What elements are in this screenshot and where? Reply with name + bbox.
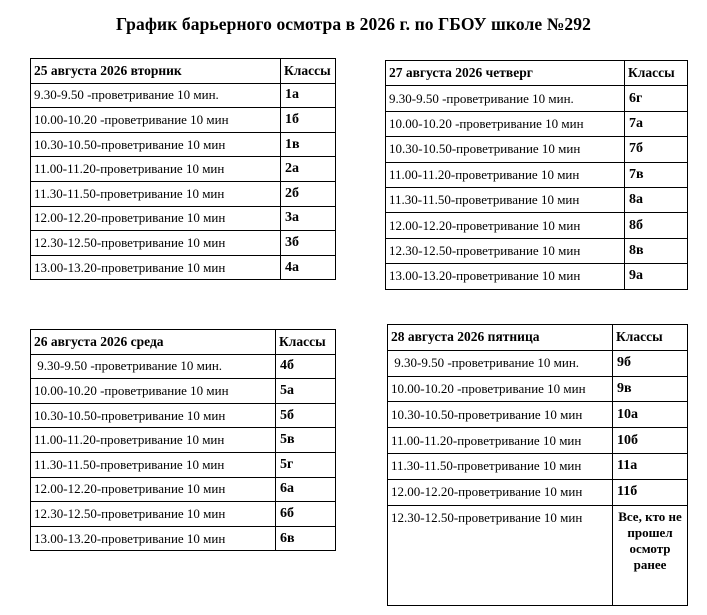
time-cell: 12.00-12.20-проветривание 10 мин bbox=[388, 479, 613, 505]
time-cell: 9.30-9.50 -проветривание 10 мин. bbox=[386, 86, 625, 111]
time-cell: 11.30-11.50-проветривание 10 мин bbox=[31, 452, 276, 477]
class-cell: 10а bbox=[613, 402, 688, 428]
table-row bbox=[388, 479, 688, 505]
date-header: 25 августа 2026 вторник bbox=[31, 59, 281, 84]
table-row bbox=[388, 505, 688, 605]
table-row bbox=[386, 86, 688, 111]
class-cell: 3б bbox=[281, 231, 336, 256]
class-cell: 3а bbox=[281, 206, 336, 231]
time-cell: 11.00-11.20-проветривание 10 мин bbox=[31, 428, 276, 453]
class-cell: 1а bbox=[281, 83, 336, 108]
classes-header: Классы bbox=[276, 330, 336, 355]
time-cell: 10.30-10.50-проветривание 10 мин bbox=[31, 403, 276, 428]
table-row bbox=[31, 379, 336, 404]
class-note-cell: Все, кто не прошел осмотр ранее bbox=[613, 505, 688, 605]
table-row bbox=[386, 162, 688, 187]
time-cell: 11.00-11.20-проветривание 10 мин bbox=[388, 428, 613, 454]
schedule-table-friday bbox=[387, 324, 688, 606]
page-title: График барьерного осмотра в 2026 г. по ГБОУ школе №292 bbox=[116, 14, 591, 34]
table-row bbox=[31, 428, 336, 453]
class-cell: 5г bbox=[276, 452, 336, 477]
date-header: 27 августа 2026 четверг bbox=[386, 61, 625, 86]
table-row bbox=[386, 137, 688, 162]
class-cell: 7в bbox=[625, 162, 688, 187]
class-cell: 9а bbox=[625, 264, 688, 289]
table-row bbox=[386, 238, 688, 263]
table-row bbox=[31, 403, 336, 428]
table-row bbox=[388, 402, 688, 428]
table-row bbox=[31, 157, 336, 182]
table-header-row bbox=[31, 59, 336, 84]
table-row bbox=[31, 108, 336, 133]
table-row bbox=[31, 206, 336, 231]
time-cell: 11.00-11.20-проветривание 10 мин bbox=[31, 157, 281, 182]
table-row bbox=[388, 453, 688, 479]
class-cell: 5а bbox=[276, 379, 336, 404]
class-cell: 10б bbox=[613, 428, 688, 454]
class-cell: 6б bbox=[276, 502, 336, 527]
table-header-row bbox=[386, 61, 688, 86]
classes-header: Классы bbox=[625, 61, 688, 86]
time-cell: 9.30-9.50 -проветривание 10 мин. bbox=[31, 354, 276, 379]
table-header-row bbox=[31, 330, 336, 355]
time-cell: 9.30-9.50 -проветривание 10 мин. bbox=[388, 350, 613, 376]
time-cell: 12.30-12.50-проветривание 10 мин bbox=[386, 238, 625, 263]
time-cell: 10.00-10.20 -проветривание 10 мин bbox=[386, 111, 625, 136]
class-cell: 9в bbox=[613, 376, 688, 402]
time-cell: 10.00-10.20 -проветривание 10 мин bbox=[31, 379, 276, 404]
table-row bbox=[31, 255, 336, 280]
class-cell: 1б bbox=[281, 108, 336, 133]
table-row bbox=[388, 376, 688, 402]
table-row bbox=[31, 181, 336, 206]
class-cell: 8в bbox=[625, 238, 688, 263]
time-cell: 12.00-12.20-проветривание 10 мин bbox=[31, 206, 281, 231]
time-cell: 12.00-12.20-проветривание 10 мин bbox=[386, 213, 625, 238]
time-cell: 11.30-11.50-проветривание 10 мин bbox=[31, 181, 281, 206]
class-cell: 6а bbox=[276, 477, 336, 502]
class-cell: 7а bbox=[625, 111, 688, 136]
class-cell: 4а bbox=[281, 255, 336, 280]
table-row bbox=[31, 526, 336, 551]
time-cell: 11.30-11.50-проветривание 10 мин bbox=[388, 453, 613, 479]
schedule-table-tuesday bbox=[30, 58, 336, 280]
schedule-table-wednesday bbox=[30, 329, 336, 551]
time-cell: 10.30-10.50-проветривание 10 мин bbox=[31, 132, 281, 157]
table-row bbox=[31, 452, 336, 477]
class-cell: 5в bbox=[276, 428, 336, 453]
table-row bbox=[31, 231, 336, 256]
time-cell: 12.30-12.50-проветривание 10 мин bbox=[31, 502, 276, 527]
time-cell: 10.30-10.50-проветривание 10 мин bbox=[386, 137, 625, 162]
date-header: 26 августа 2026 среда bbox=[31, 330, 276, 355]
table-row bbox=[388, 428, 688, 454]
class-cell: 1в bbox=[281, 132, 336, 157]
class-cell: 9б bbox=[613, 350, 688, 376]
table-row bbox=[386, 187, 688, 212]
time-cell: 12.30-12.50-проветривание 10 мин bbox=[31, 231, 281, 256]
table-header-row bbox=[388, 325, 688, 351]
date-header: 28 августа 2026 пятница bbox=[388, 325, 613, 351]
time-cell: 10.00-10.20 -проветривание 10 мин bbox=[31, 108, 281, 133]
class-cell: 4б bbox=[276, 354, 336, 379]
class-cell: 6в bbox=[276, 526, 336, 551]
table-row bbox=[31, 83, 336, 108]
table-row bbox=[388, 350, 688, 376]
table-row bbox=[31, 132, 336, 157]
time-cell: 9.30-9.50 -проветривание 10 мин. bbox=[31, 83, 281, 108]
table-row bbox=[31, 502, 336, 527]
classes-header: Классы bbox=[613, 325, 688, 351]
table-row bbox=[386, 213, 688, 238]
class-cell: 5б bbox=[276, 403, 336, 428]
table-row bbox=[31, 477, 336, 502]
time-cell: 10.00-10.20 -проветривание 10 мин bbox=[388, 376, 613, 402]
time-cell: 13.00-13.20-проветривание 10 мин bbox=[31, 526, 276, 551]
time-cell: 13.00-13.20-проветривание 10 мин bbox=[31, 255, 281, 280]
class-cell: 8б bbox=[625, 213, 688, 238]
table-row bbox=[386, 264, 688, 289]
class-cell: 2а bbox=[281, 157, 336, 182]
table-row bbox=[31, 354, 336, 379]
schedule-table-thursday bbox=[385, 60, 688, 290]
time-cell: 11.30-11.50-проветривание 10 мин bbox=[386, 187, 625, 212]
class-cell: 8а bbox=[625, 187, 688, 212]
class-cell: 11б bbox=[613, 479, 688, 505]
time-cell: 12.00-12.20-проветривание 10 мин bbox=[31, 477, 276, 502]
class-cell: 11а bbox=[613, 453, 688, 479]
class-cell: 6г bbox=[625, 86, 688, 111]
table-row bbox=[386, 111, 688, 136]
time-cell: 13.00-13.20-проветривание 10 мин bbox=[386, 264, 625, 289]
class-cell: 2б bbox=[281, 181, 336, 206]
time-cell: 12.30-12.50-проветривание 10 мин bbox=[388, 505, 613, 605]
time-cell: 10.30-10.50-проветривание 10 мин bbox=[388, 402, 613, 428]
class-cell: 7б bbox=[625, 137, 688, 162]
classes-header: Классы bbox=[281, 59, 336, 84]
time-cell: 11.00-11.20-проветривание 10 мин bbox=[386, 162, 625, 187]
